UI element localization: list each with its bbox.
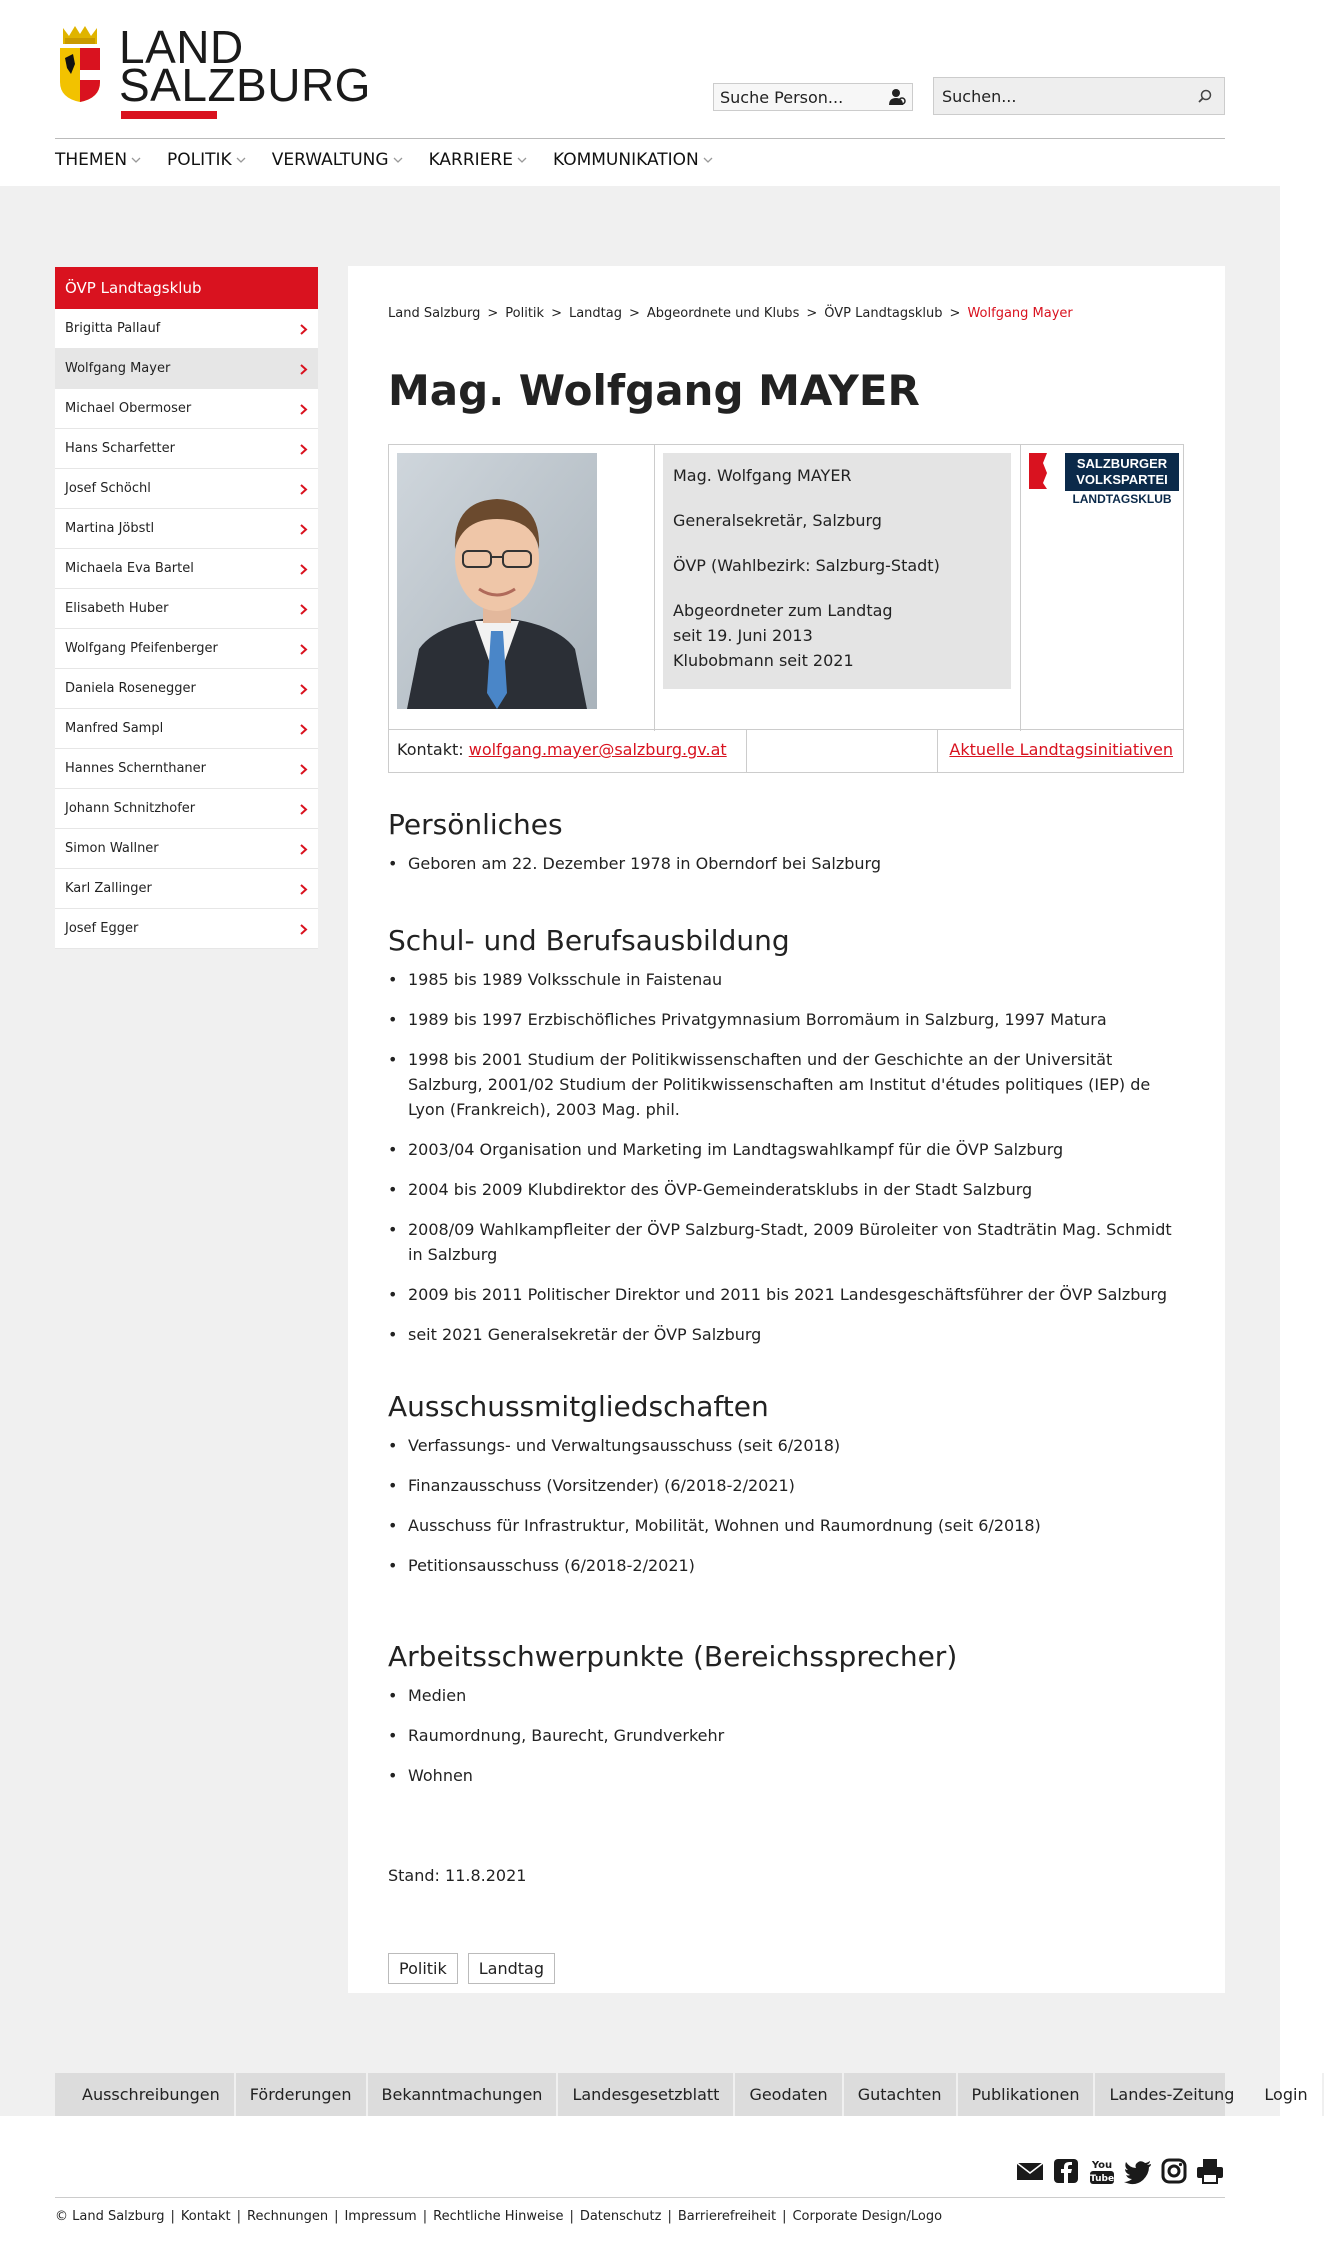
sidebar-item-label: Michael Obermoser — [65, 401, 192, 416]
profile-party: ÖVP (Wahlbezirk: Salzburg-Stadt) — [673, 556, 940, 575]
chevron-right-icon — [299, 804, 308, 815]
chevron-right-icon — [299, 924, 308, 935]
nav-label: VERWALTUNG — [271, 150, 389, 170]
sidebar-item[interactable] — [55, 429, 318, 469]
mail-icon[interactable] — [1015, 2156, 1045, 2186]
site-search-text: Suchen... — [942, 87, 1017, 106]
svg-text:Tube: Tube — [1089, 2174, 1115, 2184]
nav-label: KOMMUNIKATION — [553, 150, 699, 170]
main-navigation — [55, 150, 739, 170]
chevron-right-icon — [299, 724, 308, 735]
site-header — [0, 0, 1280, 186]
copyright-text: © Land Salzburg — [55, 2209, 165, 2224]
legal-link[interactable]: Rechtliche Hinweise — [433, 2209, 564, 2224]
search-icon[interactable] — [1198, 89, 1212, 103]
photo-cell — [389, 445, 655, 731]
sidebar — [55, 267, 318, 949]
sidebar-item[interactable] — [55, 669, 318, 709]
twitter-icon[interactable] — [1123, 2156, 1153, 2186]
legal-link[interactable]: Datenschutz — [579, 2209, 662, 2224]
breadcrumb-separator: > — [949, 306, 961, 321]
nav-label: KARRIERE — [428, 150, 513, 170]
sidebar-item[interactable] — [55, 509, 318, 549]
sidebar-item[interactable] — [55, 829, 318, 869]
profile-data-cell — [655, 445, 1021, 731]
legal-separator: | — [667, 2209, 672, 2224]
footer-navigation — [55, 2073, 1308, 2116]
tag-list — [388, 1953, 565, 1984]
footer-nav-item[interactable]: Geodaten — [735, 2073, 843, 2116]
list-item: • 1998 bis 2001 Studium der Politikwissenschaften und der Geschichte an der Universität Salzburg, 2001/02 Studium der Politikwissenschaften am Institut d'études politiques (IEP) de Lyon (Frankreich), 2003 Mag. phil. — [388, 1047, 1188, 1122]
nav-item-verwaltung[interactable] — [272, 150, 403, 170]
cell-divider — [746, 730, 747, 772]
person-search-input[interactable] — [713, 83, 913, 111]
legal-link[interactable]: Corporate Design/Logo — [792, 2209, 943, 2224]
chevron-right-icon — [299, 324, 308, 335]
breadcrumb-separator: > — [487, 306, 499, 321]
nav-label: THEMEN — [55, 150, 128, 170]
list-item: • 1989 bis 1997 Erzbischöfliches Privatgymnasium Borromäum in Salzburg, 1997 Matura — [388, 1007, 1188, 1032]
sidebar-item[interactable] — [55, 389, 318, 429]
nav-item-karriere[interactable] — [429, 150, 527, 170]
nav-item-kommunikation[interactable] — [553, 150, 713, 170]
breadcrumb-separator: > — [628, 306, 640, 321]
contact-row — [388, 730, 1184, 773]
list-item: • 2003/04 Organisation und Marketing im Landtagswahlkampf für die ÖVP Salzburg — [388, 1137, 1188, 1162]
breadcrumb-link[interactable]: Politik — [505, 306, 545, 321]
chevron-right-icon — [299, 524, 308, 535]
person-search-text: Suche Person... — [720, 88, 844, 107]
last-updated: Stand: 11.8.2021 — [388, 1866, 527, 1885]
list-item: • Raumordnung, Baurecht, Grundverkehr — [388, 1723, 1188, 1748]
header-divider — [55, 138, 1225, 139]
chevron-down-icon — [703, 155, 713, 165]
chevron-right-icon — [299, 484, 308, 495]
initiatives-cell — [949, 740, 1173, 759]
chevron-right-icon — [299, 644, 308, 655]
section-heading: Persönliches — [388, 808, 563, 841]
sidebar-item[interactable] — [55, 349, 318, 389]
person-icon[interactable] — [888, 88, 906, 106]
legal-separator: | — [782, 2209, 787, 2224]
print-icon[interactable] — [1195, 2156, 1225, 2186]
profile-data-box — [663, 453, 1011, 689]
footer-nav-item[interactable]: Landesgesetzblatt — [558, 2073, 735, 2116]
sidebar-item-label: Karl Zallinger — [65, 881, 152, 896]
contact-email-link[interactable]: wolfgang.mayer@salzburg.gv.at — [468, 740, 727, 759]
breadcrumb-link[interactable]: Abgeordnete und Klubs — [646, 306, 800, 321]
footer-nav-item[interactable]: Publikationen — [958, 2073, 1096, 2116]
sidebar-item[interactable] — [55, 589, 318, 629]
sidebar-item-label: Hans Scharfetter — [65, 441, 175, 456]
legal-links — [55, 2209, 942, 2224]
sidebar-item[interactable] — [55, 629, 318, 669]
list-item: • Geboren am 22. Dezember 1978 in Oberndorf bei Salzburg — [388, 851, 1188, 876]
party-logo-cell — [1021, 445, 1185, 731]
profile-role: Generalsekretär, Salzburg — [673, 511, 882, 530]
contact-cell — [397, 740, 727, 759]
legal-separator: | — [422, 2209, 428, 2224]
page-body — [0, 186, 1308, 2116]
tag-landtag[interactable]: Landtag — [468, 1953, 555, 1984]
tag-politik[interactable]: Politik — [388, 1953, 458, 1984]
party-logo-text: VOLKSPARTEI — [1076, 472, 1168, 487]
chevron-down-icon — [236, 155, 246, 165]
nav-label: POLITIK — [167, 150, 232, 170]
breadcrumb-current: Wolfgang Mayer — [967, 306, 1073, 321]
chevron-right-icon — [299, 844, 308, 855]
list-item: • Petitionsausschuss (6/2018-2/2021) — [388, 1553, 1188, 1578]
chevron-down-icon — [517, 155, 527, 165]
social-links — [1009, 2156, 1225, 2186]
sidebar-item[interactable] — [55, 309, 318, 349]
facebook-icon[interactable] — [1051, 2156, 1081, 2186]
sidebar-item-label: Manfred Sampl — [65, 721, 164, 736]
chevron-right-icon — [299, 444, 308, 455]
section-personal — [388, 808, 1188, 891]
legal-separator: | — [334, 2209, 339, 2224]
sidebar-item-label: Elisabeth Huber — [65, 601, 169, 616]
sidebar-item-label: Daniela Rosenegger — [65, 681, 196, 696]
list-item: • seit 2021 Generalsekretär der ÖVP Salzburg — [388, 1322, 1188, 1347]
logo-text-land: LAND — [119, 21, 244, 73]
sidebar-item[interactable] — [55, 909, 318, 949]
profile-infobox — [388, 444, 1184, 730]
breadcrumb — [388, 306, 1073, 321]
footer-nav-item[interactable]: Bekanntmachungen — [368, 2073, 559, 2116]
list-item: • Finanzausschuss (Vorsitzender) (6/2018-2/2021) — [388, 1473, 1188, 1498]
footer-nav-item[interactable]: Landes-Zeitung — [1095, 2073, 1250, 2116]
sidebar-item-label: Josef Egger — [65, 921, 139, 936]
profile-office — [673, 598, 1001, 673]
chevron-right-icon — [299, 764, 308, 775]
party-logo-text: SALZBURGER — [1076, 456, 1168, 471]
section-heading: Ausschussmitgliedschaften — [388, 1390, 769, 1423]
sidebar-item[interactable] — [55, 549, 318, 589]
section-list — [388, 1433, 1188, 1578]
breadcrumb-separator: > — [551, 306, 562, 321]
svg-text:You: You — [1091, 2160, 1113, 2171]
chevron-right-icon — [299, 404, 308, 415]
list-item: • Medien — [388, 1683, 1188, 1708]
sidebar-item-label: Johann Schnitzhofer — [65, 801, 196, 816]
footer-nav-item[interactable]: Gutachten — [844, 2073, 958, 2116]
sidebar-item-label: Hannes Schernthaner — [65, 761, 207, 776]
list-item: • Ausschuss für Infrastruktur, Mobilität, Wohnen und Raumordnung (seit 6/2018) — [388, 1513, 1188, 1538]
sidebar-item-label: Josef Schöchl — [65, 481, 151, 496]
list-item: • Wohnen — [388, 1763, 1188, 1788]
chevron-right-icon — [299, 884, 308, 895]
legal-separator: | — [569, 2209, 574, 2224]
main-content — [348, 266, 1225, 1993]
oevp-landtagsklub-logo[interactable] — [1029, 453, 1179, 505]
sidebar-item[interactable] — [55, 869, 318, 909]
profile-office-line: Abgeordneter zum Landtag — [673, 601, 893, 620]
party-logo-text: LANDTAGSKLUB — [1072, 492, 1172, 506]
footer-nav-item[interactable]: Förderungen — [236, 2073, 368, 2116]
sidebar-list — [55, 309, 318, 949]
sidebar-item[interactable] — [55, 469, 318, 509]
logo-text-salzburg: SALZBURG — [119, 59, 371, 111]
sidebar-item-label: Simon Wallner — [65, 841, 159, 856]
breadcrumb-link[interactable]: Landtag — [568, 306, 622, 321]
list-item: • 2009 bis 2011 Politischer Direktor und 2011 bis 2021 Landesgeschäftsführer der ÖVP Salzburg — [388, 1282, 1188, 1307]
legal-link[interactable]: Kontakt — [180, 2209, 231, 2224]
portrait-photo — [397, 453, 597, 709]
page-title: Mag. Wolfgang MAYER — [388, 366, 920, 415]
nav-item-politik[interactable] — [167, 150, 246, 170]
list-item: • 2004 bis 2009 Klubdirektor des ÖVP-Gemeinderatsklubs in der Stadt Salzburg — [388, 1177, 1188, 1202]
footer-nav-item[interactable]: Ausschreibungen — [55, 2073, 236, 2116]
legal-link[interactable]: Barrierefreiheit — [677, 2209, 777, 2224]
profile-name: Mag. Wolfgang MAYER — [673, 466, 852, 485]
section-committees — [388, 1390, 1188, 1593]
cell-divider — [937, 730, 938, 772]
legal-separator: | — [236, 2209, 242, 2224]
sidebar-item-label: Martina Jöbstl — [65, 521, 155, 536]
legal-separator: | — [170, 2209, 175, 2224]
chevron-right-icon — [299, 564, 308, 575]
initiatives-link[interactable]: Aktuelle Landtagsinitiativen — [949, 740, 1173, 759]
section-heading: Arbeitsschwerpunkte (Bereichssprecher) — [388, 1640, 958, 1673]
chevron-right-icon — [299, 604, 308, 615]
sidebar-item[interactable] — [55, 709, 318, 749]
footer-nav-item[interactable]: Login — [1250, 2073, 1323, 2116]
sidebar-item-label: Wolfgang Pfeifenberger — [65, 641, 218, 656]
breadcrumb-link[interactable]: ÖVP Landtagsklub — [824, 306, 943, 321]
section-list — [388, 851, 1188, 876]
sidebar-title[interactable]: ÖVP Landtagsklub — [55, 267, 318, 309]
contact-label: Kontakt: — [397, 740, 464, 759]
sidebar-item-label: Wolfgang Mayer — [65, 361, 171, 376]
section-list — [388, 1683, 1188, 1788]
sidebar-item[interactable] — [55, 749, 318, 789]
section-heading: Schul- und Berufsausbildung — [388, 924, 790, 957]
footer-divider — [55, 2197, 1225, 2198]
sidebar-item-label: Michaela Eva Bartel — [65, 561, 194, 576]
section-education — [388, 924, 1188, 1362]
salzburg-crest-icon — [57, 24, 103, 104]
list-item: • Verfassungs- und Verwaltungsausschuss (seit 6/2018) — [388, 1433, 1188, 1458]
list-item: • 2008/09 Wahlkampfleiter der ÖVP Salzburg-Stadt, 2009 Büroleiter von Stadträtin Mag. Schmidt in Salzburg — [388, 1217, 1188, 1267]
logo-red-bar — [121, 111, 217, 119]
section-focus — [388, 1640, 1188, 1803]
breadcrumb-separator: > — [806, 306, 818, 321]
chevron-down-icon — [393, 155, 403, 165]
legal-link[interactable]: Impressum — [344, 2209, 417, 2224]
sidebar-item[interactable] — [55, 789, 318, 829]
chevron-down-icon — [131, 155, 141, 165]
nav-item-themen[interactable] — [55, 150, 141, 170]
sidebar-item-label: Brigitta Pallauf — [65, 321, 161, 336]
chevron-right-icon — [299, 684, 308, 695]
instagram-icon[interactable] — [1159, 2156, 1189, 2186]
profile-office-line: seit 19. Juni 2013 — [673, 626, 813, 645]
site-footer — [0, 2116, 1280, 2259]
profile-office-line: Klubobmann seit 2021 — [673, 651, 854, 670]
land-salzburg-logo[interactable] — [55, 21, 371, 122]
breadcrumb-link[interactable]: Land Salzburg — [388, 306, 481, 321]
section-list — [388, 967, 1188, 1347]
youtube-icon[interactable] — [1087, 2156, 1117, 2186]
site-search-input[interactable] — [933, 77, 1225, 115]
legal-link[interactable]: Rechnungen — [247, 2209, 329, 2224]
chevron-right-icon — [299, 364, 308, 375]
list-item: • 1985 bis 1989 Volksschule in Faistenau — [388, 967, 1188, 992]
